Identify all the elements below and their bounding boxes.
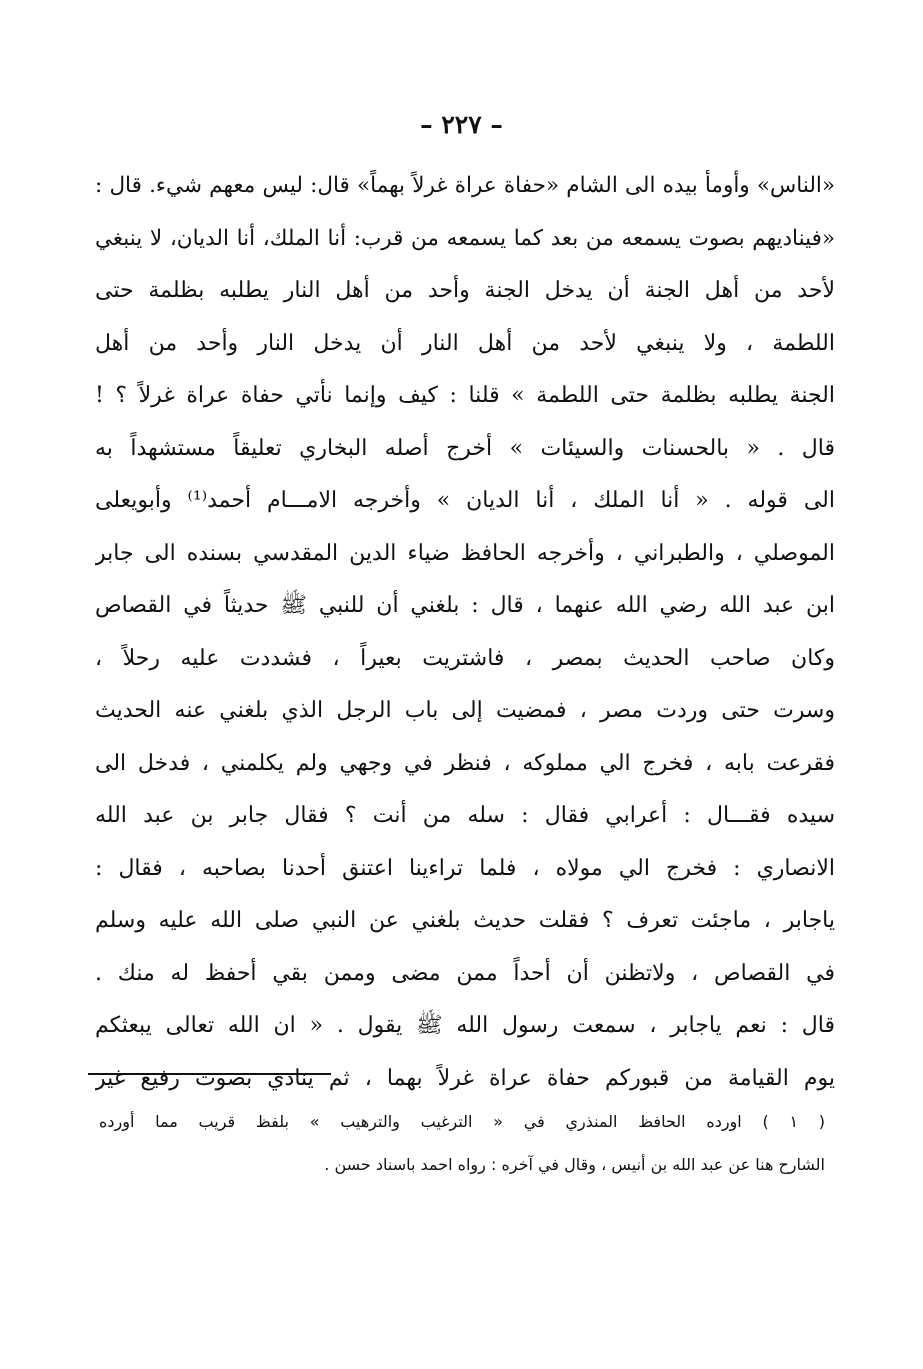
text-line: قال . « بالحسنات والسيئات » أخرج أصله البخاري تعليقاً مستشهداً به — [95, 435, 835, 461]
text-line: ابن عبد الله رضي الله عنهما ، قال : بلغني أن للنبي ﷺ حديثاً في القصاص — [95, 593, 835, 618]
footnotes — [99, 1100, 825, 1186]
text-line: اللطمة ، ولا ينبغي لأحد من أهل النار أن يدخل النار وأحد من أهل — [95, 330, 835, 356]
text-line: ياجابر ، ماجئت تعرف ؟ فقلت حديث بلغني عن النبي صلى الله عليه وسلم — [95, 908, 835, 933]
text-line: الجنة يطلبه بظلمة حتى اللطمة » قلنا : كيف وإنما نأتي حفاة عراة غرلاً ؟ ! — [95, 383, 835, 408]
text-line: وكان صاحب الحديث بمصر ، فاشتريت بعيراً ، فشددت عليه رحلاً ، — [95, 645, 835, 671]
text-line: «الناس» وأومأ بيده الى الشام «حفاة عراة غرلاً بهماً» قال: ليس معهم شيء. قال : — [95, 173, 835, 198]
text-line: الانصاري : فخرج الي مولاه ، فلما تراءينا اعتنق أحدنا بصاحبه ، فقال : — [95, 855, 835, 881]
text-line: في القصاص ، ولاتظنن أن أحداً ممن مضى وممن بقي أحفظ له منك . — [95, 960, 835, 986]
text-line: الموصلي ، والطبراني ، وأخرجه الحافظ ضياء الدين المقدسي بسنده الى جابر — [95, 540, 835, 566]
text-line: فقرعت بابه ، فخرج الي مملوكه ، فنظر في وجهي ولم يكلمني ، فدخل الى — [95, 750, 835, 776]
page-number: – ٢٢٧ – — [420, 110, 503, 139]
footnote-line: ( ١ ) اورده الحافظ المنذري في « الترغيب والترهيب » بلفظ قريب مما أورده — [99, 1112, 825, 1131]
text-line: «فيناديهم بصوت يسمعه من بعد كما يسمعه من قرب: أنا الملك، أنا الديان، لا ينبغي — [95, 225, 835, 251]
footnote-divider — [88, 1073, 331, 1075]
footnote-line: الشارح هنا عن عبد الله بن أنيس ، وقال في آخره : رواه احمد باسناد حسن . — [324, 1155, 825, 1174]
text-line: وسرت حتى وردت مصر ، فمضيت إلى باب الرجل الذي بلغني عنه الحديث — [95, 698, 835, 723]
text-line: سيده فقـــال : أعرابي فقال : سله من أنت ؟ فقال جابر بن عبد الله — [95, 803, 835, 828]
text-line: لأحد من أهل الجنة أن يدخل الجنة وأحد من أهل النار يطلبه بظلمة حتى — [95, 278, 835, 303]
text-line: يوم القيامة من قبوركم حفاة عراة غرلاً بهما ، ثم ينادي بصوت رفيع غير — [95, 1065, 835, 1091]
body-text — [95, 160, 835, 1105]
text-line: قال : نعم ياجابر ، سمعت رسول الله ﷺ يقول . « ان الله تعالى يبعثكم — [95, 1013, 835, 1038]
text-line: الى قوله . « أنا الملك ، أنا الديان » وأخرجه الامـــام أحمد⁽¹⁾ وأبويعلى — [95, 488, 835, 513]
